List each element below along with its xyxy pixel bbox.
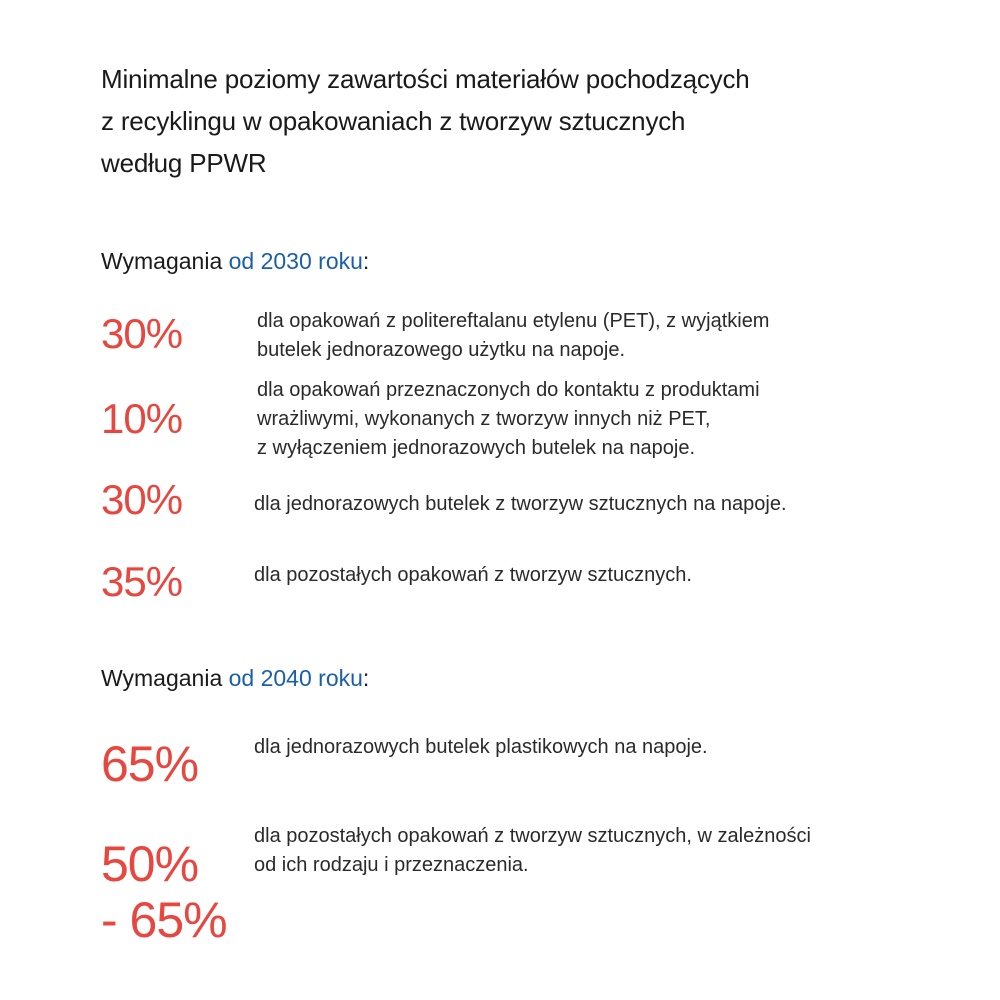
description-line: dla pozostałych opakowań z tworzyw sztucznych, w zależności — [254, 825, 811, 847]
requirement-description — [257, 307, 769, 365]
requirement-description — [254, 733, 708, 762]
description-line: dla pozostałych opakowań z tworzyw sztucznych. — [254, 564, 692, 586]
percentage-value: 35% — [101, 558, 183, 605]
percentage-value: 30% — [101, 476, 183, 523]
requirement-description — [257, 376, 760, 463]
heading-year: od 2040 roku — [228, 665, 363, 691]
description-line: dla opakowań przeznaczonych do kontaktu z produktami — [257, 379, 760, 401]
description-line: od ich rodzaju i przeznaczenia. — [254, 854, 529, 876]
requirement-description — [254, 561, 692, 590]
requirement-description — [254, 822, 811, 880]
heading-suffix: : — [362, 665, 370, 691]
range-start: 50% — [101, 836, 199, 892]
section-heading-2030 — [101, 248, 369, 275]
requirement-description — [254, 490, 787, 519]
heading-year: od 2030 roku — [228, 248, 363, 274]
percentage-value: 10% — [101, 395, 183, 442]
description-line: z wyłączeniem jednorazowych butelek na napoje. — [257, 437, 696, 459]
description-line: butelek jednorazowego użytku na napoje. — [257, 339, 626, 361]
page-title — [101, 58, 921, 184]
description-line: dla jednorazowych butelek z tworzyw sztucznych na napoje. — [254, 493, 787, 515]
description-line: wrażliwymi, wykonanych z tworzyw innych niż PET, — [257, 408, 711, 430]
heading-prefix: Wymagania — [101, 248, 229, 274]
percentage-range — [101, 836, 227, 948]
title-line: Minimalne poziomy zawartości materiałów pochodzących — [101, 64, 750, 94]
percentage-value: 65% — [101, 736, 199, 792]
heading-suffix: : — [362, 248, 370, 274]
heading-prefix: Wymagania — [101, 665, 229, 691]
section-heading-2040 — [101, 665, 369, 692]
description-line: dla opakowań z politereftalanu etylenu (PET), z wyjątkiem — [257, 310, 770, 332]
title-line: z recyklingu w opakowaniach z tworzyw sztucznych — [101, 106, 686, 136]
title-line: według PPWR — [101, 148, 267, 178]
range-end: - 65% — [101, 892, 227, 948]
description-line: dla jednorazowych butelek plastikowych na napoje. — [254, 736, 708, 758]
percentage-value: 30% — [101, 310, 183, 357]
